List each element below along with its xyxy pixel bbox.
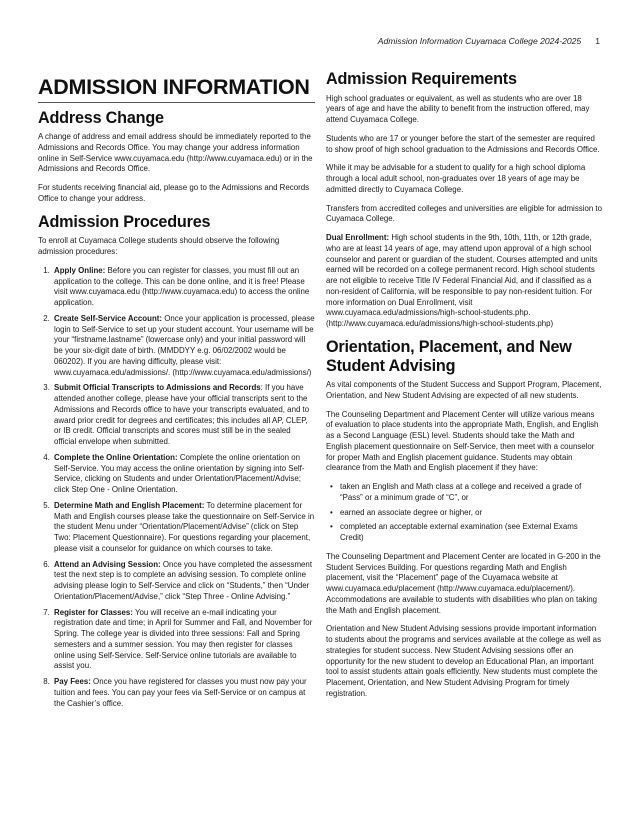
dual-enrollment-label: Dual Enrollment: [326, 233, 390, 243]
procedure-step [52, 560, 315, 603]
dual-enrollment-text: High school students in the 9th, 10th, 11th, or 12th grade, who are at least 14 years of age, may attend upon approval of a high school counselor and parent or guardian of the student. Courses attempted and units earned will be recorded on a college permanent record. High school students are not eligible to receive Title IV Federal Financial Aid, and if classified as a non-resident of California, will be responsible to pay non-resident tuition. For more information on Dual Enrollment, visit www.cuyamaca.edu/admissions/high-school-students.php. (http://www.cuyamaca.edu/admissions/high-school-students.php) [326, 233, 598, 329]
step-text: Once you have registered for classes you must now pay your tuition and fees. You can pay your fees via Self-Service or on campus at the Cashier’s office. [54, 677, 307, 708]
step-label: Apply Online: [54, 265, 106, 275]
requirements-paragraph-3: While it may be advisable for a student to qualify for a high school diploma through a local adult school, non-graduates over 18 years of age may be admitted directly to Cuyamaca College. [326, 163, 586, 194]
orientation-paragraph-1: As vital components of the Student Success and Support Program, Placement, Orientation, and New Student Advising are expected of all new students. [326, 380, 602, 400]
orientation-paragraph-2: The Counseling Department and Placement Center will utilize various means of evaluation to place students into the appropriate Math, English, and English as a Second Language (ESL) level. Students should take the Math and English placement questionnaire on Self-Service, then meet with a counselor for proper Math and English placement guidance. Students may obtain clearance from the Math and English placement if they have: [326, 409, 599, 473]
admission-requirements-heading: Admission Requirements [326, 70, 517, 88]
requirements-paragraph-1: High school graduates or equivalent, as well as students who are over 18 years of age and have the ability to benefit from the instruction offered, may attend Cuyamaca College. [326, 93, 590, 125]
step-label: Register for Classes: [54, 607, 133, 617]
admission-procedures-intro: To enroll at Cuyamaca College students should observe the following admission procedures: [38, 236, 280, 257]
step-label: Submit Official Transcripts to Admissions and Records [54, 383, 261, 393]
step-label: Pay Fees: [54, 677, 91, 687]
list-item: • taken an English and Math class at a college and received a grade of “Pass” or a minimum grade of “C”, or [340, 482, 602, 504]
step-label: Complete the Online Orientation: [54, 452, 178, 462]
step-label: Attend an Advising Session: [54, 559, 161, 569]
step-text: Once your application is processed, please login to Self-Service to set up your student account. Your username will be your “firstname.lastname” (lowercase only) and your initial password will be your six-digit date of birth. (MMDDYY e.g. 06/02/2002 would be 060202). If you are having difficulty, please visit: www.cuyamaca.edu/admissions/. (http://www.cuyamaca.edu/admissions/) [54, 313, 315, 377]
page-number: 1 [595, 36, 600, 46]
clearance-criteria-list [326, 482, 602, 544]
procedure-step [52, 501, 315, 555]
requirements-paragraph-4: Transfers from accredited colleges and universities are eligible for admission to Cuyamaca College. [326, 203, 603, 224]
procedure-step [52, 383, 315, 448]
list-item: • completed an acceptable external examination (see External Exams Credit) [340, 522, 602, 544]
requirements-paragraph-2: Students who are 17 or younger before the start of the semester are required to show proof of high school graduation to the Admissions and Records Office. [326, 133, 600, 154]
right-column [326, 66, 602, 708]
document-title: ADMISSION INFORMATION [38, 76, 315, 103]
step-text: Complete the online orientation on Self-Service. You may access the online orientation by signing into Self-Service, clicking on Students and under Orientation/Placement/Advise; click Step One - Online Orientation. [54, 452, 305, 495]
step-label: Determine Math and English Placement: [54, 500, 205, 510]
admission-procedures-heading: Admission Procedures [38, 212, 211, 231]
running-title: Admission Information Cuyamaca College 2024-2025 [377, 36, 582, 46]
dual-enrollment-paragraph [326, 233, 602, 330]
step-text: Before you can register for classes, you must fill out an application to the college. This can be done online, and it is free! Please visit www.cuyamaca.edu (http://www.cuyamaca.edu) to access the online application. [54, 265, 310, 308]
procedure-step [52, 266, 315, 309]
procedure-step [52, 314, 315, 379]
step-text: Once you have completed the assessment test the next step is to complete an advising session. To complete online advising please login to Self-Service and click on “Students,” then “Under Orientation/Placement/Advise,” click “Step Three - Online Advising.” [54, 559, 313, 601]
step-text: To determine placement for Math and English courses please take the questionnaire on Self-Service in the student Menu under “Orientation/Placement/Advise” (click on Step Two: Placement Questionnaire). For questions regarding your placement, please visit a counselor for guidance on which courses to take. [54, 500, 315, 553]
procedure-step [52, 608, 315, 673]
address-change-paragraph-1: A change of address and email address should be immediately reported to the Admissions and Records Office. You may change your address information online in Self-Service www.cuyamaca.edu (http://www.cuyamaca.edu) or in the Admissions and Records Office. [38, 132, 313, 174]
procedure-step [52, 677, 315, 709]
step-label: Create Self-Service Account: [54, 313, 163, 323]
orientation-heading: Orientation, Placement, and New Student Advising [326, 337, 572, 375]
step-text: : If you have attended another college, please have your official transcripts sent to the Admissions and Records office to have your transcripts evaluated, and to award prior credit for degrees and certificates; this includes all AP, CLEP, or IB credit. Official transcripts and scores must still be in the sealed official envelope when submitted. [54, 383, 310, 447]
orientation-paragraph-4: Orientation and New Student Advising sessions provide important information to students about the programs and services available at the college as well as strategies for student success. New Student Advising sessions offer an opportunity for the new student to develop an Educational Plan, an important tool to assist students attain goals efficiently. New students must complete the Placement, Orientation, and New Student Advising Program for timely registration. [326, 624, 602, 698]
step-text: You will receive an e-mail indicating your registration date and time; in April for Summer and Fall, and November for Spring. The college year is divided into three sessions: Fall and Spring semesters and a summer session. You may then register for classes online using Self-Service. Self-Service online tutorials are available to assist you. [54, 607, 313, 671]
procedure-step [52, 453, 315, 496]
running-header [378, 36, 600, 46]
list-item: • earned an associate degree or higher, or [340, 508, 602, 519]
address-change-heading: Address Change [38, 108, 164, 127]
address-change-paragraph-2: For students receiving financial aid, please go to the Admissions and Records Office to change your address. [38, 183, 310, 203]
procedure-steps-list [38, 266, 315, 710]
left-column [38, 66, 315, 714]
orientation-paragraph-3: The Counseling Department and Placement Center are located in G-200 in the Student Services Building. For questions regarding Math and English placement, visit the “Placement” page of the Cuyamaca website at www.cuyamaca.edu/placement (http://www.cuyamaca.edu/placement/). Accommodations are available to students with disabilities who plan on taking the Math and English placement. [326, 551, 601, 615]
